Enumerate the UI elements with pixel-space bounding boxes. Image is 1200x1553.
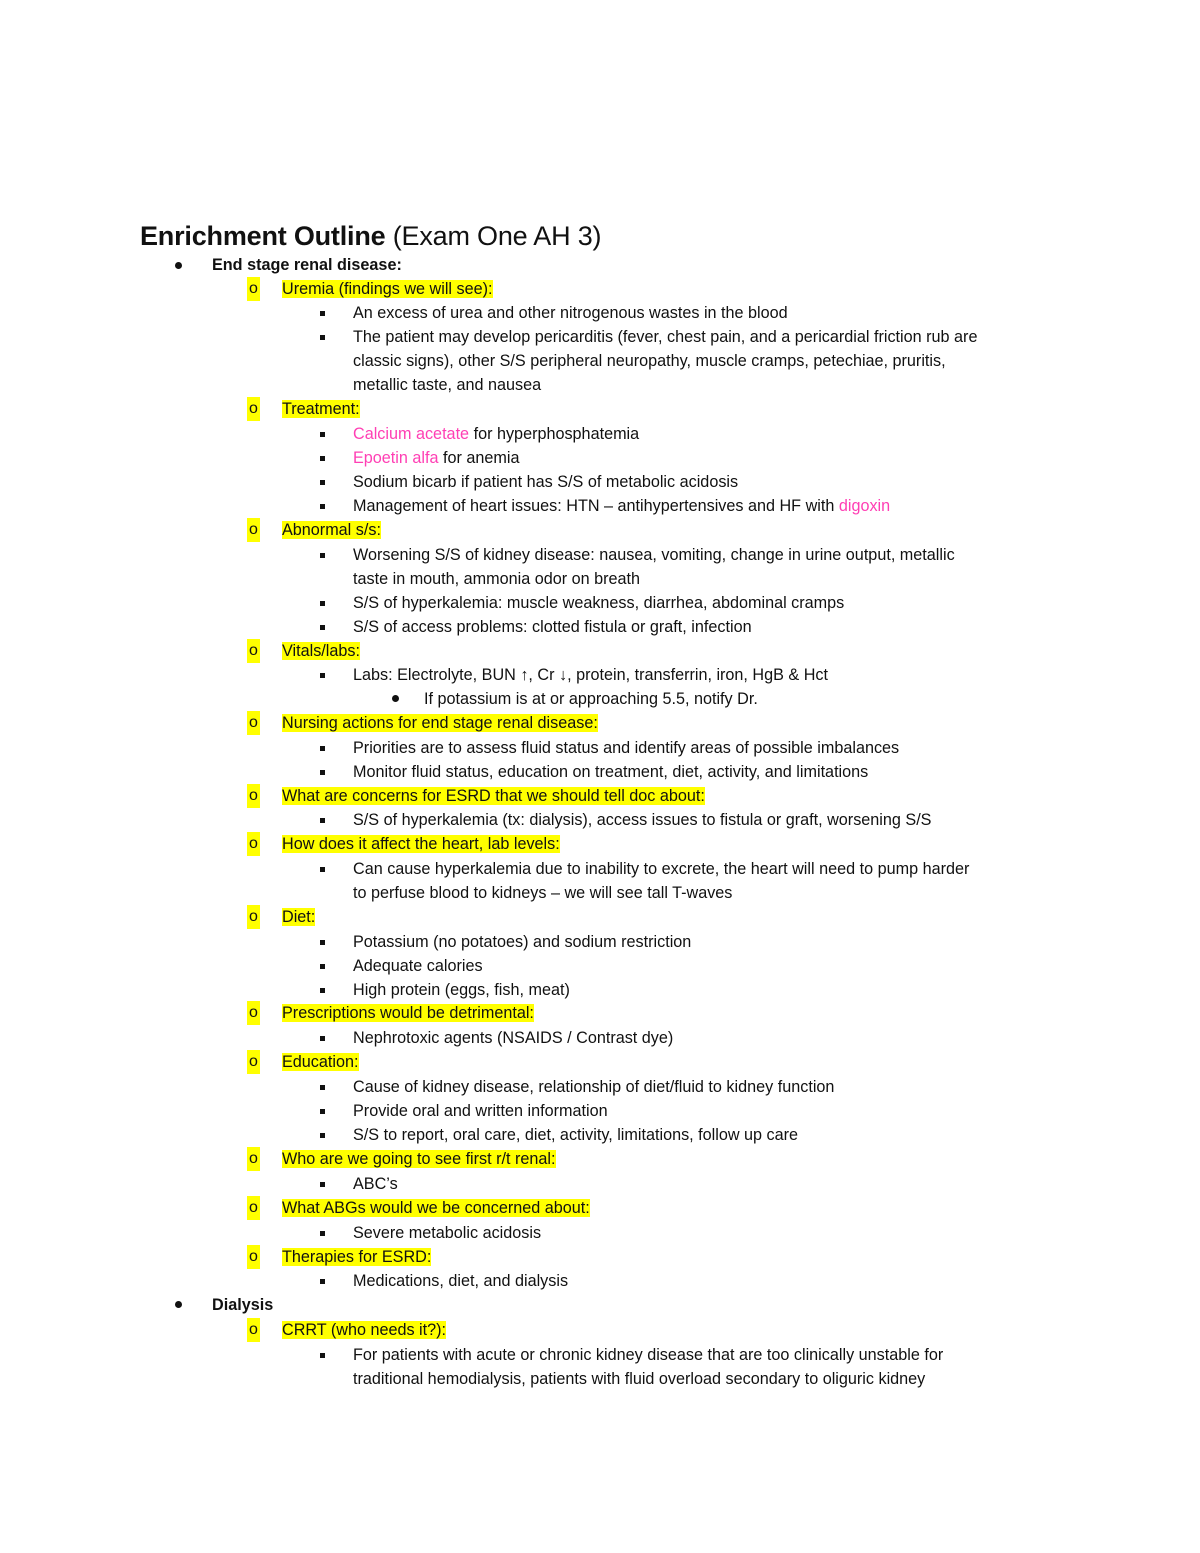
list-item: S/S of hyperkalemia (tx: dialysis), access issues to fistula or graft, worsening S/S bbox=[353, 811, 932, 829]
list-item: Medications, diet, and dialysis bbox=[353, 1272, 569, 1290]
heading-first: Who are we going to see first r/t renal: bbox=[282, 1150, 556, 1168]
bullet-disc-icon bbox=[175, 1301, 182, 1308]
bullet-circle-icon: o bbox=[247, 1001, 260, 1025]
list-item: Worsening S/S of kidney disease: nausea, vomiting, change in urine output, metallic bbox=[353, 546, 955, 564]
heading-therapies: Therapies for ESRD: bbox=[282, 1248, 432, 1266]
bullet-circle-icon: o bbox=[247, 277, 260, 301]
heading-vitals: Vitals/labs: bbox=[282, 642, 360, 660]
bullet-circle-icon: o bbox=[247, 518, 260, 542]
list-item: Labs: Electrolyte, BUN ↑, Cr ↓, protein, transferrin, iron, HgB & Hct bbox=[353, 666, 828, 684]
list-item: Calcium acetate for hyperphosphatemia bbox=[353, 425, 640, 443]
heading-education: Education: bbox=[282, 1053, 359, 1071]
list-item: Severe metabolic acidosis bbox=[353, 1224, 542, 1242]
bullet-circle-icon: o bbox=[247, 711, 260, 735]
title-rest: (Exam One AH 3) bbox=[385, 221, 602, 251]
list-item: Adequate calories bbox=[353, 957, 483, 975]
bullet-square-icon bbox=[320, 1036, 325, 1041]
bullet-circle-icon: o bbox=[247, 832, 260, 856]
bullet-square-icon bbox=[320, 335, 325, 340]
bullet-square-icon bbox=[320, 746, 325, 751]
document-title bbox=[140, 216, 601, 256]
heading-treatment: Treatment: bbox=[282, 400, 360, 418]
bullet-circle-icon: o bbox=[247, 1050, 260, 1074]
heading-abgs: What ABGs would we be concerned about: bbox=[282, 1199, 590, 1217]
heading-uremia: Uremia (findings we will see): bbox=[282, 280, 493, 298]
list-item: Epoetin alfa for anemia bbox=[353, 449, 520, 467]
bullet-square-icon bbox=[320, 1133, 325, 1138]
heading-prescriptions: Prescriptions would be detrimental: bbox=[282, 1004, 534, 1022]
bullet-circle-icon: o bbox=[247, 1196, 260, 1220]
bullet-circle-icon: o bbox=[247, 1245, 260, 1269]
bullet-square-icon bbox=[320, 504, 325, 509]
list-item: Management of heart issues: HTN – antihypertensives and HF with digoxin bbox=[353, 497, 891, 515]
list-item: S/S to report, oral care, diet, activity, limitations, follow up care bbox=[353, 1126, 799, 1144]
bullet-square-icon bbox=[320, 432, 325, 437]
sub-list-item: If potassium is at or approaching 5.5, notify Dr. bbox=[424, 690, 758, 708]
heading-heart: How does it affect the heart, lab levels: bbox=[282, 835, 560, 853]
bullet-square-icon bbox=[320, 673, 325, 678]
bullet-square-icon bbox=[320, 1109, 325, 1114]
bullet-square-icon bbox=[320, 818, 325, 823]
heading-abnormal: Abnormal s/s: bbox=[282, 521, 381, 539]
heading-nursing: Nursing actions for end stage renal disease: bbox=[282, 714, 598, 732]
bullet-circle-icon: o bbox=[247, 1318, 260, 1342]
list-item: The patient may develop pericarditis (fever, chest pain, and a pericardial friction rub are bbox=[353, 328, 978, 346]
list-item: S/S of access problems: clotted fistula or graft, infection bbox=[353, 618, 752, 636]
heading-diet: Diet: bbox=[282, 908, 316, 926]
list-item: Provide oral and written information bbox=[353, 1102, 608, 1120]
list-item: Sodium bicarb if patient has S/S of metabolic acidosis bbox=[353, 473, 739, 491]
bullet-square-icon bbox=[320, 1231, 325, 1236]
bullet-square-icon bbox=[320, 1353, 325, 1358]
bullet-square-icon bbox=[320, 1279, 325, 1284]
bullet-square-icon bbox=[320, 553, 325, 558]
bullet-square-icon bbox=[320, 625, 325, 630]
bullet-square-icon bbox=[320, 964, 325, 969]
bullet-square-icon bbox=[320, 1182, 325, 1187]
heading-esrd: End stage renal disease: bbox=[212, 256, 402, 274]
bullet-square-icon bbox=[320, 1085, 325, 1090]
bullet-square-icon bbox=[320, 867, 325, 872]
bullet-circle-icon: o bbox=[247, 1147, 260, 1171]
list-item: Monitor fluid status, education on treatment, diet, activity, and limitations bbox=[353, 763, 869, 781]
list-item: For patients with acute or chronic kidney disease that are too clinically unstable for bbox=[353, 1346, 944, 1364]
bullet-square-icon bbox=[320, 770, 325, 775]
bullet-disc-icon bbox=[392, 695, 399, 702]
list-item-continued: to perfuse blood to kidneys – we will see tall T-waves bbox=[353, 884, 733, 902]
bullet-disc-icon bbox=[175, 262, 182, 269]
bullet-square-icon bbox=[320, 940, 325, 945]
list-item-continued: taste in mouth, ammonia odor on breath bbox=[353, 570, 641, 588]
list-item-continued: traditional hemodialysis, patients with fluid overload secondary to oliguric kidney bbox=[353, 1370, 926, 1388]
bullet-square-icon bbox=[320, 988, 325, 993]
list-item: An excess of urea and other nitrogenous wastes in the blood bbox=[353, 304, 788, 322]
heading-dialysis: Dialysis bbox=[212, 1296, 274, 1314]
title-bold: Enrichment Outline bbox=[140, 221, 386, 251]
list-item: High protein (eggs, fish, meat) bbox=[353, 981, 570, 999]
list-item: S/S of hyperkalemia: muscle weakness, diarrhea, abdominal cramps bbox=[353, 594, 845, 612]
bullet-square-icon bbox=[320, 480, 325, 485]
bullet-square-icon bbox=[320, 311, 325, 316]
list-item: Priorities are to assess fluid status and identify areas of possible imbalances bbox=[353, 739, 900, 757]
list-item: Can cause hyperkalemia due to inability to excrete, the heart will need to pump harder bbox=[353, 860, 970, 878]
bullet-circle-icon: o bbox=[247, 397, 260, 421]
bullet-circle-icon: o bbox=[247, 905, 260, 929]
heading-crrt: CRRT (who needs it?): bbox=[282, 1321, 447, 1339]
list-item: Nephrotoxic agents (NSAIDS / Contrast dye) bbox=[353, 1029, 674, 1047]
list-item-continued: metallic taste, and nausea bbox=[353, 376, 542, 394]
heading-concerns: What are concerns for ESRD that we should tell doc about: bbox=[282, 787, 705, 805]
list-item: Potassium (no potatoes) and sodium restriction bbox=[353, 933, 692, 951]
list-item: ABC’s bbox=[353, 1175, 398, 1193]
bullet-square-icon bbox=[320, 456, 325, 461]
bullet-circle-icon: o bbox=[247, 639, 260, 663]
list-item: Cause of kidney disease, relationship of diet/fluid to kidney function bbox=[353, 1078, 835, 1096]
bullet-square-icon bbox=[320, 601, 325, 606]
list-item-continued: classic signs), other S/S peripheral neuropathy, muscle cramps, petechiae, pruritis, bbox=[353, 352, 946, 370]
bullet-circle-icon: o bbox=[247, 784, 260, 808]
